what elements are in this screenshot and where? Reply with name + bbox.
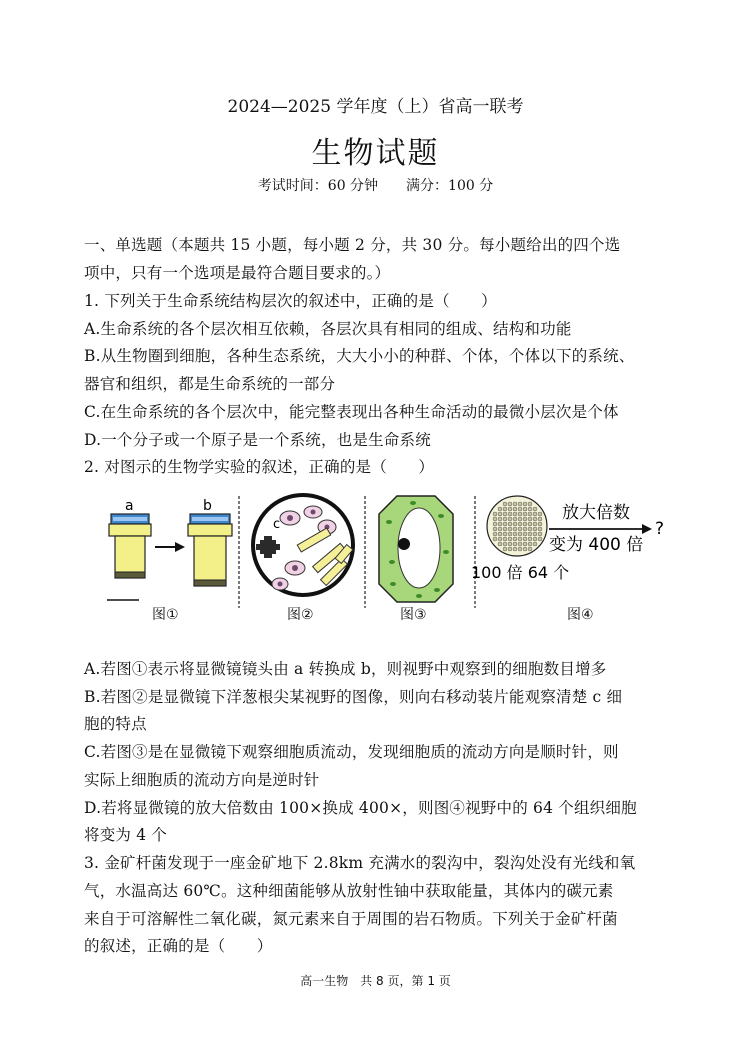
question-2-option-d-line-2: 将变为 4 个: [84, 826, 168, 844]
count-label: 100 倍 64 个: [471, 563, 570, 582]
tissue-cell-dot: [518, 537, 522, 541]
tissue-cell-dot: [528, 537, 532, 541]
tissue-field: [487, 496, 547, 556]
question-2-option-d-line-1: D.若将显微镜的放大倍数由 100×换成 400×，则图④视野中的 64 个组织细胞: [84, 799, 637, 817]
exam-header-title: 2024—2025 学年度（上）省高一联考: [227, 97, 524, 117]
tissue-cell-dot: [493, 517, 497, 521]
tissue-cell-dot: [538, 532, 542, 536]
tissue-cell-dot: [538, 522, 542, 526]
objective-lens-b: [188, 514, 232, 586]
tissue-cell-dot: [518, 527, 522, 531]
tissue-cell-dot: [523, 542, 527, 546]
page-footer: 高一生物 共 8 页，第 1 页: [300, 974, 451, 988]
tissue-cell-dot: [528, 547, 532, 551]
question-2-figure: [97, 492, 667, 630]
tissue-cell-dot: [523, 512, 527, 516]
tissue-cell-dot: [538, 517, 542, 521]
tissue-cell-dot: [518, 522, 522, 526]
tissue-cell-dot: [508, 547, 512, 551]
exam-info: [0, 175, 751, 195]
tissue-cell-dot: [528, 517, 532, 521]
question-1-option-b-line-2: 器官和组织，都是生命系统的一部分: [84, 375, 336, 393]
tissue-cell-dot: [538, 527, 542, 531]
tissue-cell-dot: [513, 542, 517, 546]
tissue-cell-dot: [503, 527, 507, 531]
tissue-cell-dot: [493, 512, 497, 516]
question-1-option-b-line-1: B.从生物圈到细胞，各种生态系统，大大小小的种群、个体，个体以下的系统、: [84, 347, 635, 365]
question-3-line-3: 来自于可溶解性二氧化碳，氮元素来自于周围的岩石物质。下列关于金矿杆菌: [84, 910, 618, 928]
tissue-cell-dot: [533, 537, 537, 541]
tissue-cell-dot: [533, 512, 537, 516]
plant-cell: [379, 496, 453, 602]
question-2-option-b-line-2: 胞的特点: [84, 715, 147, 733]
question-2-option-c-line-1: C.若图③是在显微镜下观察细胞质流动，发现细胞质的流动方向是顺时针，则: [84, 743, 619, 761]
tissue-cell-dot: [498, 532, 502, 536]
tissue-cell-dot: [538, 537, 542, 541]
tissue-cell-dot: [503, 522, 507, 526]
tissue-cell-dot: [498, 517, 502, 521]
tissue-cell-dot: [503, 542, 507, 546]
tissue-cell-dot: [513, 517, 517, 521]
tissue-cell-dot: [508, 502, 512, 506]
tissue-cell-dot: [518, 517, 522, 521]
tissue-cell-dot: [503, 537, 507, 541]
tissue-cell-dot: [523, 547, 527, 551]
tissue-cell-dot: [498, 512, 502, 516]
tissue-cell-dot: [528, 512, 532, 516]
tissue-cell-dot: [493, 527, 497, 531]
question-3-line-4: 的叙述，正确的是（ ）: [84, 937, 273, 955]
tissue-cell-dot: [518, 532, 522, 536]
question-1-option-c: C.在生命系统的各个层次中，能完整表现出各种生命活动的最微小层次是个体: [84, 403, 619, 421]
question-2-option-a: A.若图①表示将显微镜镜头由 a 转换成 b，则视野中观察到的细胞数目增多: [84, 660, 607, 678]
question-2-stem: 2. 对图示的生物学实验的叙述，正确的是（ ）: [84, 458, 435, 476]
figure-caption-1: 图①: [152, 607, 179, 623]
question-1-stem: 1. 下列关于生命系统结构层次的叙述中，正确的是（ ）: [84, 292, 497, 310]
tissue-cell-dot: [523, 507, 527, 511]
tissue-cell-dot: [533, 517, 537, 521]
section-heading-line-2: 项中，只有一个选项是最符合题目要求的。）: [84, 264, 391, 282]
tissue-cell-dot: [493, 522, 497, 526]
tissue-cell-dot: [508, 512, 512, 516]
tissue-cell-dot: [498, 527, 502, 531]
tissue-cell-dot: [518, 542, 522, 546]
tissue-cell-dot: [513, 507, 517, 511]
tissue-cell-dot: [498, 542, 502, 546]
tissue-cell-dot: [498, 522, 502, 526]
objective-lens-a: [109, 514, 151, 578]
figure-caption-3: 图③: [400, 607, 427, 623]
tissue-cell-dot: [528, 527, 532, 531]
tissue-cell-dot: [523, 522, 527, 526]
tissue-cell-dot: [513, 547, 517, 551]
tissue-cell-dot: [508, 507, 512, 511]
full-score: 满分：100 分: [406, 178, 494, 194]
arrow-head: [175, 542, 185, 552]
tissue-cell-dot: [528, 507, 532, 511]
tissue-cell-dot: [508, 542, 512, 546]
question-2-option-c-line-2: 实际上细胞质的流动方向是逆时针: [84, 771, 320, 789]
label-a: a: [125, 498, 134, 514]
tissue-cell-dot: [503, 517, 507, 521]
tissue-cell-dot: [503, 512, 507, 516]
tissue-cell-dot: [518, 507, 522, 511]
tissue-cell-dot: [513, 527, 517, 531]
tissue-cell-dot: [528, 542, 532, 546]
question-3-line-2: 气，水温高达 60℃。这种细菌能够从放射性铀中获取能量，其体内的碳元素: [84, 882, 614, 900]
tissue-cell-dot: [498, 537, 502, 541]
tissue-cell-dot: [533, 507, 537, 511]
tissue-cell-dot: [528, 502, 532, 506]
section-heading-line-1: 一、单选题（本题共 15 小题，每小题 2 分，共 30 分。每小题给出的四个选: [84, 236, 621, 254]
subject-title: 生物试题: [311, 136, 440, 171]
tissue-cell-dot: [508, 522, 512, 526]
root-tip-field: [253, 495, 353, 595]
tissue-cell-dot: [498, 507, 502, 511]
tissue-cell-dot: [523, 502, 527, 506]
tissue-cell-dot: [508, 527, 512, 531]
tissue-cell-dot: [533, 542, 537, 546]
tissue-cell-dot: [528, 522, 532, 526]
question-mark: ?: [655, 519, 665, 539]
tissue-cell-dot: [513, 532, 517, 536]
tissue-cell-dot: [508, 517, 512, 521]
tissue-cell-dot: [523, 527, 527, 531]
tissue-cell-dot: [503, 532, 507, 536]
tissue-cell-dot: [523, 517, 527, 521]
tissue-cell-dot: [518, 502, 522, 506]
tissue-cell-dot: [513, 502, 517, 506]
tissue-cell-dot: [503, 547, 507, 551]
tissue-cell-dot: [493, 532, 497, 536]
tissue-cell-dot: [518, 512, 522, 516]
tissue-cell-dot: [533, 522, 537, 526]
tissue-cell-dot: [518, 547, 522, 551]
tissue-cell-dot: [523, 537, 527, 541]
figure-caption-4: 图④: [567, 607, 594, 623]
tissue-cell-dot: [523, 532, 527, 536]
question-1-option-d: D.一个分子或一个原子是一个系统，也是生命系统: [84, 431, 431, 449]
question-2-option-b-line-1: B.若图②是显微镜下洋葱根尖某视野的图像，则向右移动装片能观察清楚 c 细: [84, 688, 623, 706]
exam-time: 考试时间：60 分钟: [257, 178, 379, 194]
label-c: c: [273, 517, 281, 532]
tissue-cell-dot: [528, 532, 532, 536]
magnify-line-1: 放大倍数: [562, 503, 630, 523]
figure-caption-2: 图②: [287, 607, 314, 623]
magnify-arrow-head: [642, 524, 652, 534]
tissue-cell-dot: [508, 532, 512, 536]
question-1-option-a: A.生命系统的各个层次相互依赖，各层次具有相同的组成、结构和功能: [84, 320, 572, 338]
tissue-cell-dot: [533, 532, 537, 536]
label-b: b: [203, 498, 212, 514]
magnify-line-2: 变为 400 倍: [549, 535, 644, 555]
tissue-cell-dot: [513, 512, 517, 516]
tissue-cell-dot: [513, 522, 517, 526]
tissue-cell-dot: [533, 527, 537, 531]
tissue-cell-dot: [493, 537, 497, 541]
tissue-cell-dot: [503, 507, 507, 511]
tissue-cell-dot: [503, 502, 507, 506]
tissue-cell-dot: [538, 512, 542, 516]
tissue-cell-dot: [508, 537, 512, 541]
tissue-cell-dot: [513, 537, 517, 541]
question-3-line-1: 3. 金矿杆菌发现于一座金矿地下 2.8km 充满水的裂沟中，裂沟处没有光线和氧: [84, 854, 636, 872]
